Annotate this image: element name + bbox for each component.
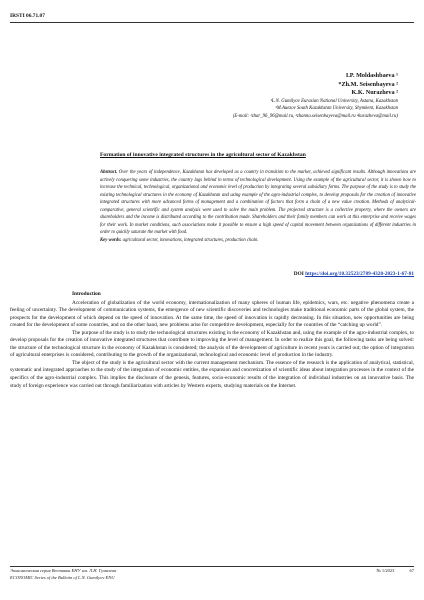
introduction-heading: Introduction xyxy=(72,291,101,297)
abstract-label: Abstract. xyxy=(100,170,118,175)
doi-label: DOI xyxy=(293,271,304,277)
footer-journal-name xyxy=(10,568,116,581)
abstract-text: Over the years of independence, Kazakhstan has developed as a country in transition to the market, achieved significant results. Although innovations are actively conquering some industries, the country lags behind in terms of technological development. Using the example of the agricultural sector, it is shown how to increase the technical, technological, organizational and economic level of production by integrating several subsidiary forms. The purpose of the study is to study the existing technological structures in the economy of Kazakhstan and using example of the agro-industrial complex, to develop proposals for the creation of innovative integrated structures with more advanced forms of management and a combination of factors that form a chain of a new value creation. Methods of analytical-comparative, general scientific and system analysis were used to solve the main problem. The projected structure is a collective property, where the owners are shareholders and the income is distributed according to the contribution made. Shareholders and their family members can work at this enterprise and receive wages for their work. In market conditions, such associations make it possible to ensure a high speed of capital movement between organizations of different industries in order to quickly saturate the market with food. xyxy=(100,170,416,236)
author-2: *Zh.M. Seisenbayeva ² xyxy=(338,80,398,88)
header-divider xyxy=(10,22,414,23)
footer-journal-ru: Экономическая серия Вестника ЕНУ им. Л.Н. Гумилева xyxy=(10,568,117,573)
intro-paragraph: The object of the study is the agricultural sector with the current management mechanism. The essence of the research is the application of analytical, statistical, systematic and integrated approaches to the study of the integration of economic entities, the expansion and concretization of scientific ideas about integration processes in the context of the specifics of the agro-industrial complex. This implies the disclosure of the genesis, features, socio-economic results of the integration of individual industries on an innovative basis. The study of foreign experience was carried out through familiarization with articles by Western experts, studying materials on the Internet. xyxy=(10,359,414,389)
affiliation-2: ²M.Auezov South Kazakhstan University, Shymkent, Kazakhstan xyxy=(275,106,398,112)
intro-paragraph: The purpose of the study is to study the technological structures existing in the economy of Kazakhstan and, using the example of the agro-industrial complex, to develop proposals for the creation of innovative integrated structures that contribute to improving the level of management. In order to realize this goal, the following tasks are being solved: the structure of the technological structure in the economy of Kazakhstan is considered; the analysis of the development of agriculture in recent years is carried out; the option of integration of agricultural enterprises is considered, contributing to the growth of the organizational, technological and economic level of production in the industry. xyxy=(10,329,414,359)
abstract-block xyxy=(100,169,416,244)
intro-paragraph: Acceleration of globalization of the world economy, internationalization of many spheres of human life, epidemics, wars, etc. negative phenomena create a feeling of uncertainty. The development of communication systems, the emergence of new scientific discoveries and technologies make traditional economic parts of the global system, the prospects for the development of which depend on the speed of innovation. At the same time, the speed of innovation is rapidly decreasing. In this situation, new opportunities are being created for the development of some countries, and on the other hand, new problems arise for competitive development, especially for the countries of the “catching up world”. xyxy=(10,299,414,329)
author-1: I.P. Moldashbaeva ¹ xyxy=(345,72,398,79)
article-title: Formation of innovative integrated structures in the agricultural sector of Kazakhstan xyxy=(100,152,306,158)
footer-journal-en: ECONOMIC Series of the Bulletin of L.N. Gumilyov ENU xyxy=(10,574,115,580)
footer-issue-info xyxy=(362,568,414,573)
issue-number: № 1/2023 xyxy=(376,568,395,573)
doi-link[interactable]: https://doi.org/10.32523/2789-4320-2023-1-67-81 xyxy=(305,271,414,277)
affiliation-1: ¹L.N. Gumilyov Eurasian National University, Astana, Kazakhstan xyxy=(270,99,398,104)
doi-line xyxy=(294,271,414,277)
introduction-section xyxy=(10,291,414,390)
page-number: 67 xyxy=(409,568,414,573)
author-list xyxy=(338,72,398,98)
irsti-code: IRSTI 06.71.07 xyxy=(10,13,45,19)
footer-divider xyxy=(10,566,414,567)
keywords-text: agricultural sector, innovations, integrated structures, production chain. xyxy=(121,237,259,243)
affiliations xyxy=(233,98,398,120)
keywords-label: Key words: xyxy=(100,237,122,243)
author-3: K.K. Nurazheva ² xyxy=(351,89,398,97)
author-emails: (E-mail: ¹zhar_96_96@mail.ru, ²zhanna.seisenbayeva@mail.ru ³kurazheva@mail.ru) xyxy=(232,113,398,119)
